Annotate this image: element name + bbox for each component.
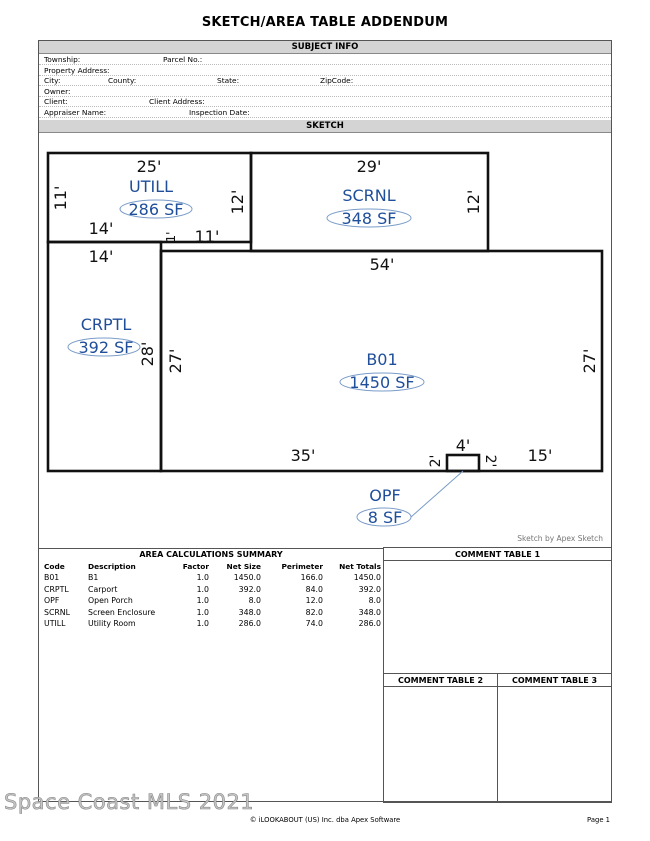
comment-table-1-heading: COMMENT TABLE 1: [384, 548, 611, 561]
page-number: Page 1: [587, 816, 610, 824]
info-row-appraiser: [39, 108, 611, 118]
row-factor: 1.0: [196, 619, 209, 628]
row-net-total: 392.0: [358, 584, 381, 594]
mls-watermark: Space Coast MLS 2021: [4, 790, 255, 814]
owner-label: Owner:: [44, 86, 71, 96]
comment-table-2: [383, 673, 498, 803]
b01-right-dim: 27': [580, 348, 599, 374]
utill-bottom2-dim: 11': [194, 227, 220, 246]
row-description: Utility Room: [88, 619, 136, 628]
row-net-total: 286.0: [358, 619, 381, 628]
row-description: Screen Enclosure: [88, 607, 156, 617]
info-row-township: [39, 55, 611, 65]
scrnl-name: SCRNL: [342, 186, 396, 205]
scrnl-right-dim: 12': [464, 189, 483, 215]
addendum-frame: [38, 40, 612, 802]
table-row: [39, 595, 383, 606]
col-code: Code: [44, 562, 65, 571]
info-row-owner: [39, 87, 611, 97]
row-factor: 1.0: [196, 607, 209, 617]
opf-area: 8 SF: [367, 508, 403, 527]
utill-top-dim: 25': [136, 157, 162, 176]
row-net-size: 286.0: [238, 619, 261, 628]
sketch-area: [39, 134, 611, 548]
row-perimeter: 74.0: [305, 619, 323, 628]
b01-name: B01: [366, 350, 398, 369]
b01-left-dim: 27': [166, 348, 185, 374]
col-net-totals: Net Totals: [339, 562, 381, 571]
county-label: County:: [108, 76, 137, 85]
b01-bottom-left-dim: 35': [290, 446, 316, 465]
col-net-size: Net Size: [226, 562, 261, 571]
row-net-total: 348.0: [358, 607, 381, 617]
scrnl-area: 348 SF: [341, 209, 397, 228]
page-title: SKETCH/AREA TABLE ADDENDUM: [201, 15, 449, 30]
comment-table-1: [383, 547, 612, 674]
row-factor: 1.0: [196, 573, 209, 582]
info-row-city: [39, 76, 611, 86]
row-factor: 1.0: [196, 596, 209, 605]
utill-bottom-dim: 14': [88, 219, 114, 238]
row-net-size: 348.0: [238, 607, 261, 617]
b01-area: 1450 SF: [349, 373, 415, 392]
table-row: [39, 584, 383, 595]
utill-name: UTILL: [128, 177, 174, 196]
row-code: CRPTL: [44, 584, 69, 594]
scrnl-top-dim: 29': [356, 157, 382, 176]
opf-room: [447, 455, 479, 471]
row-code: B01: [44, 573, 60, 582]
info-row-client: [39, 97, 611, 107]
utill-right-dim: 12': [228, 189, 247, 215]
opf-right-dim: 2': [482, 454, 498, 468]
area-summary-heading: AREA CALCULATIONS SUMMARY: [139, 550, 283, 559]
comment-table-2-heading: COMMENT TABLE 2: [384, 674, 497, 687]
table-row: [39, 607, 383, 618]
b01-bottom-right-dim: 15': [527, 446, 553, 465]
row-description: B1: [88, 573, 99, 582]
area-calculations-summary: [39, 548, 383, 802]
row-perimeter: 82.0: [305, 607, 323, 617]
sketch-heading: SKETCH: [39, 120, 611, 133]
row-factor: 1.0: [196, 584, 209, 594]
row-description: Open Porch: [88, 596, 133, 605]
crptl-area: 392 SF: [78, 338, 134, 357]
row-net-size: 8.0: [248, 596, 261, 605]
opf-leader-line: [411, 471, 463, 517]
row-code: UTILL: [44, 619, 66, 628]
opf-top-dim: 4': [455, 436, 471, 455]
col-perimeter: Perimeter: [281, 562, 323, 571]
copyright-text: © iLOOKABOUT (US) Inc. dba Apex Software: [249, 816, 401, 824]
utill-step-dim: 1': [164, 231, 178, 243]
crptl-right-dim: 28': [138, 341, 157, 367]
subject-info-heading: SUBJECT INFO: [39, 41, 611, 54]
row-code: SCRNL: [44, 607, 70, 617]
row-perimeter: 166.0: [300, 573, 323, 582]
table-row: [39, 572, 383, 583]
col-factor: Factor: [182, 562, 209, 571]
state-label: State:: [217, 76, 240, 85]
crptl-top-dim: 14': [88, 247, 114, 266]
comment-table-3: [497, 673, 612, 803]
row-perimeter: 12.0: [305, 596, 323, 605]
crptl-name: CRPTL: [80, 315, 132, 334]
row-description: Carport: [88, 584, 118, 594]
parcel-label: Parcel No.:: [163, 55, 203, 64]
property-address-label: Property Address:: [44, 65, 110, 75]
client-label: Client:: [44, 97, 68, 106]
client-address-label: Client Address:: [149, 97, 205, 106]
comment-table-3-heading: COMMENT TABLE 3: [498, 674, 611, 687]
row-code: OPF: [44, 596, 60, 605]
row-net-size: 392.0: [238, 584, 261, 594]
utill-area: 286 SF: [128, 200, 184, 219]
utill-left-dim: 11': [51, 185, 70, 211]
col-description: Description: [88, 562, 136, 571]
floor-plan-sketch: [39, 134, 611, 548]
opf-name: OPF: [369, 486, 401, 505]
area-summary-header-row: [39, 561, 383, 572]
city-label: City:: [44, 76, 61, 85]
row-net-size: 1450.0: [233, 573, 261, 582]
zip-label: ZipCode:: [320, 76, 354, 85]
table-row: [39, 618, 383, 629]
row-perimeter: 84.0: [305, 584, 323, 594]
appraiser-label: Appraiser Name:: [44, 107, 107, 117]
info-row-address: [39, 66, 611, 76]
row-net-total: 1450.0: [353, 573, 381, 582]
b01-top-dim: 54': [369, 255, 395, 274]
sketch-credit: Sketch by Apex Sketch: [517, 534, 603, 543]
row-net-total: 8.0: [368, 596, 381, 605]
township-label: Township:: [44, 55, 81, 64]
opf-left-dim: 2': [428, 454, 444, 468]
inspection-label: Inspection Date:: [189, 107, 250, 117]
